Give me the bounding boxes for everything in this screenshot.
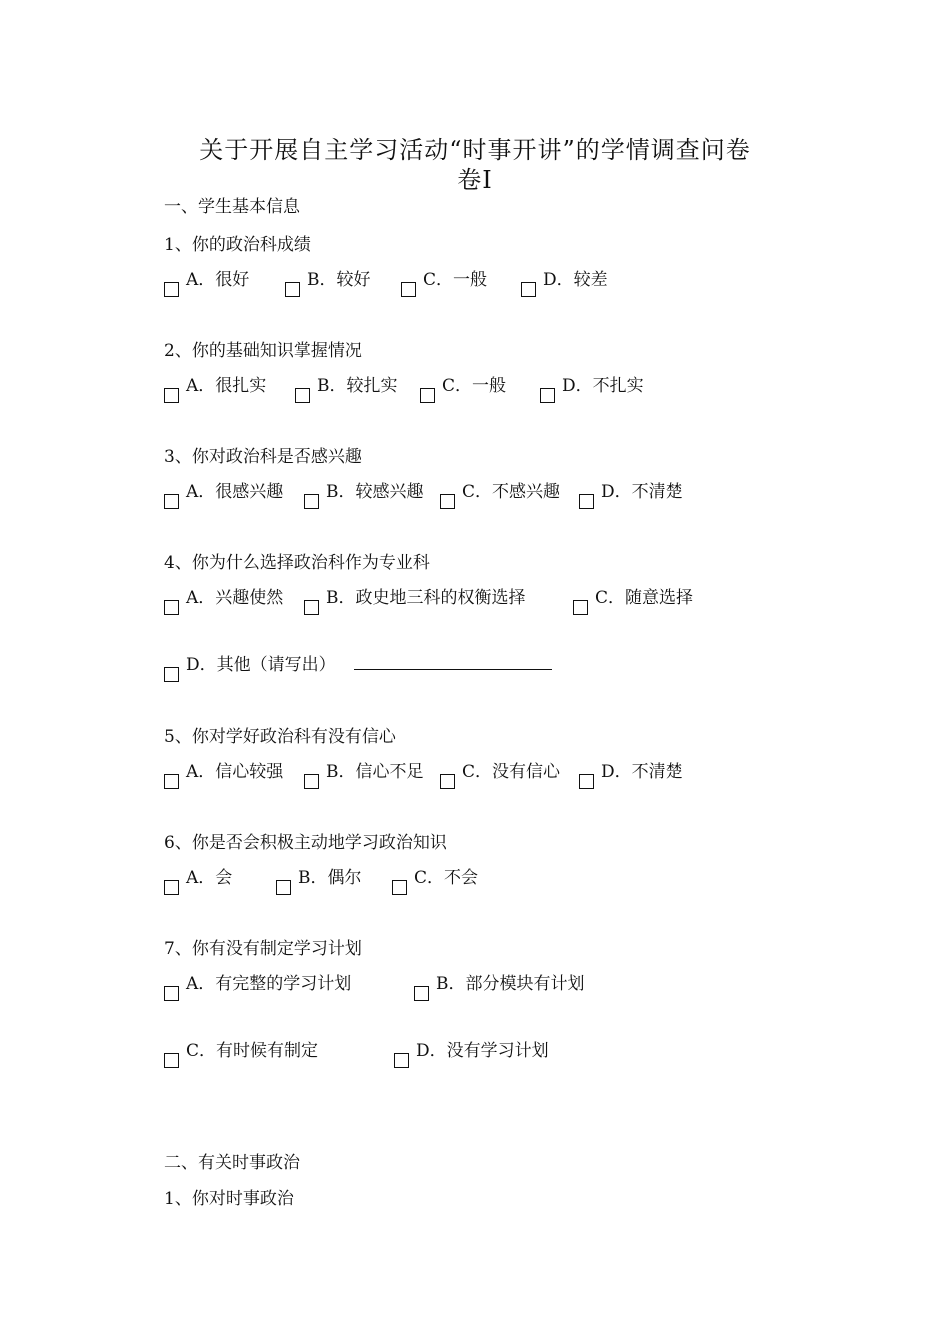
q4-option-b-checkbox[interactable]: [304, 600, 319, 615]
q1-option-d-checkbox[interactable]: [521, 282, 536, 297]
question-7: 7、你有没有制定学习计划: [164, 939, 362, 959]
q7-option-a-checkbox[interactable]: [164, 986, 179, 1001]
q7-option-d-checkbox[interactable]: [394, 1053, 409, 1068]
q6-option-b-checkbox[interactable]: [276, 880, 291, 895]
q1-option-b-checkbox[interactable]: [285, 282, 300, 297]
q5-option-c-label: C．没有信心: [462, 762, 561, 782]
q3-option-d-checkbox[interactable]: [579, 494, 594, 509]
q2-option-d-checkbox[interactable]: [540, 388, 555, 403]
q3-option-d-label: D．不清楚: [601, 482, 683, 502]
q6-option-a-label: A．会: [186, 868, 233, 888]
section-heading-current-affairs: 二、有关时事政治: [164, 1153, 300, 1173]
q4-option-c-checkbox[interactable]: [573, 600, 588, 615]
q4-option-c-label: C．随意选择: [595, 588, 694, 608]
q2-option-b-label: B．较扎实: [317, 376, 398, 396]
question-5: 5、你对学好政治科有没有信心: [164, 727, 396, 747]
q5-option-b-checkbox[interactable]: [304, 774, 319, 789]
q7-option-c-checkbox[interactable]: [164, 1053, 179, 1068]
q1-option-d-label: D．较差: [543, 270, 608, 290]
q2-option-c-checkbox[interactable]: [420, 388, 435, 403]
q4-other-answer-line[interactable]: [354, 669, 552, 670]
question-4: 4、你为什么选择政治科作为专业科: [164, 553, 430, 573]
q7-option-c-label: C．有时候有制定: [186, 1041, 319, 1061]
q2-option-a-checkbox[interactable]: [164, 388, 179, 403]
q3-option-c-checkbox[interactable]: [440, 494, 455, 509]
q5-option-d-checkbox[interactable]: [579, 774, 594, 789]
q7-option-a-label: A．有完整的学习计划: [186, 974, 352, 994]
q7-option-b-label: B．部分模块有计划: [436, 974, 585, 994]
section2-question-1: 1、你对时事政治: [164, 1189, 294, 1209]
q3-option-c-label: C．不感兴趣: [462, 482, 561, 502]
q4-option-a-label: A．兴趣使然: [186, 588, 284, 608]
q5-option-b-label: B．信心不足: [326, 762, 424, 782]
q6-option-c-label: C．不会: [414, 868, 479, 888]
q7-option-d-label: D．没有学习计划: [416, 1041, 549, 1061]
q4-option-d-checkbox[interactable]: [164, 667, 179, 682]
question-1: 1、你的政治科成绩: [164, 235, 311, 255]
q2-option-a-label: A．很扎实: [186, 376, 267, 396]
section-heading-basic-info: 一、学生基本信息: [164, 197, 300, 217]
question-3: 3、你对政治科是否感兴趣: [164, 447, 362, 467]
q5-option-a-label: A．信心较强: [186, 762, 284, 782]
q5-option-c-checkbox[interactable]: [440, 774, 455, 789]
q1-option-c-checkbox[interactable]: [401, 282, 416, 297]
q3-option-a-label: A．很感兴趣: [186, 482, 284, 502]
q3-option-a-checkbox[interactable]: [164, 494, 179, 509]
q5-option-a-checkbox[interactable]: [164, 774, 179, 789]
q3-option-b-label: B．较感兴趣: [326, 482, 424, 502]
question-6: 6、你是否会积极主动地学习政治知识: [164, 833, 447, 853]
q4-option-b-label: B．政史地三科的权衡选择: [326, 588, 526, 608]
q3-option-b-checkbox[interactable]: [304, 494, 319, 509]
document-subtitle: 卷Ⅰ: [457, 166, 493, 194]
q1-option-a-label: A．很好: [186, 270, 250, 290]
q2-option-b-checkbox[interactable]: [295, 388, 310, 403]
question-2: 2、你的基础知识掌握情况: [164, 341, 362, 361]
q6-option-b-label: B．偶尔: [298, 868, 362, 888]
q7-option-b-checkbox[interactable]: [414, 986, 429, 1001]
q5-option-d-label: D．不清楚: [601, 762, 683, 782]
q6-option-a-checkbox[interactable]: [164, 880, 179, 895]
q1-option-a-checkbox[interactable]: [164, 282, 179, 297]
q2-option-c-label: C．一般: [442, 376, 507, 396]
q1-option-c-label: C．一般: [423, 270, 488, 290]
q2-option-d-label: D．不扎实: [562, 376, 644, 396]
document-title: 关于开展自主学习活动“时事开讲”的学情调查问卷: [199, 136, 751, 164]
q6-option-c-checkbox[interactable]: [392, 880, 407, 895]
q4-option-d-label: D．其他（请写出）: [186, 655, 336, 675]
q4-option-a-checkbox[interactable]: [164, 600, 179, 615]
q1-option-b-label: B．较好: [307, 270, 371, 290]
